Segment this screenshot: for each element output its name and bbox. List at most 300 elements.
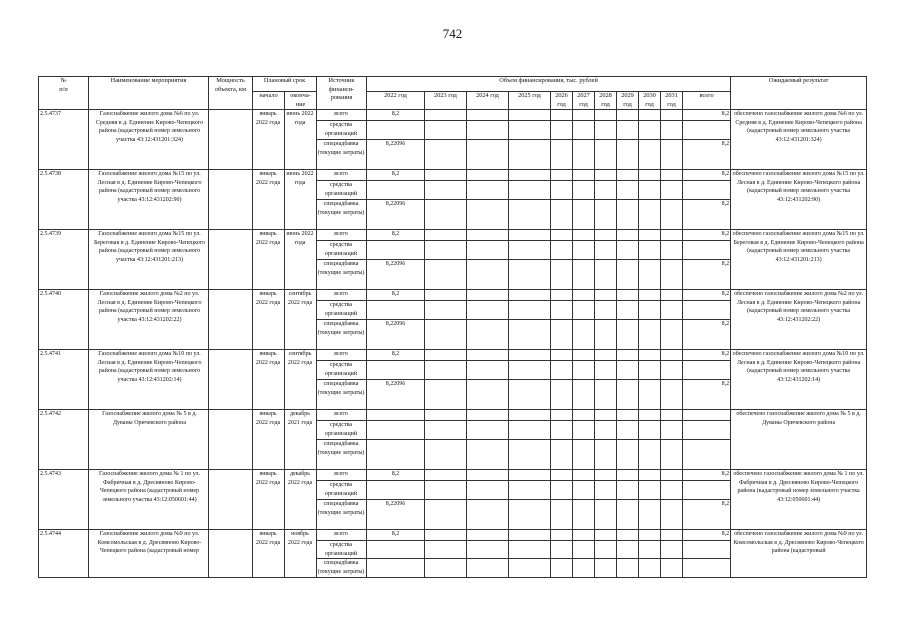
- value-empty: [425, 290, 467, 301]
- value-2022: 8,22096: [367, 320, 425, 350]
- measure-name: Газоснабжение жилого дома №15 по ул. Лесная в д. Единение Кирово-Чепецкого района (кадастровый номер земельного участка 43:12:431202:90): [89, 170, 209, 230]
- value-empty: [509, 440, 551, 470]
- value-empty: [467, 260, 509, 290]
- value-total: [683, 181, 731, 200]
- value-empty: [467, 410, 509, 421]
- value-empty: [551, 440, 573, 470]
- value-empty: [595, 301, 617, 320]
- period-start: январь 2022 года: [253, 110, 285, 170]
- period-end: июнь 2022 года: [285, 110, 317, 170]
- value-empty: [509, 421, 551, 440]
- value-empty: [467, 110, 509, 121]
- value-empty: [595, 241, 617, 260]
- financing-table-sheet: [38, 76, 866, 578]
- value-empty: [661, 260, 683, 290]
- value-2022: [367, 481, 425, 500]
- value-empty: [573, 500, 595, 530]
- value-empty: [467, 559, 509, 577]
- value-empty: [467, 500, 509, 530]
- value-empty: [551, 500, 573, 530]
- value-empty: [509, 241, 551, 260]
- value-empty: [573, 410, 595, 421]
- value-empty: [551, 380, 573, 410]
- value-empty: [467, 541, 509, 559]
- value-empty: [595, 470, 617, 481]
- value-empty: [425, 410, 467, 421]
- table-row: [39, 170, 867, 181]
- source-total: всего: [317, 350, 367, 361]
- source-org: средства организаций: [317, 241, 367, 260]
- value-empty: [617, 361, 639, 380]
- value-empty: [661, 170, 683, 181]
- value-empty: [467, 170, 509, 181]
- value-empty: [617, 140, 639, 170]
- value-empty: [509, 170, 551, 181]
- value-empty: [661, 470, 683, 481]
- value-empty: [661, 301, 683, 320]
- value-empty: [617, 241, 639, 260]
- table-row: [39, 290, 867, 301]
- value-total: 8,2: [683, 200, 731, 230]
- value-empty: [425, 421, 467, 440]
- value-total: 8,2: [683, 260, 731, 290]
- source-special: спецнадбавка (текущие затраты): [317, 559, 367, 577]
- value-empty: [661, 410, 683, 421]
- value-empty: [467, 200, 509, 230]
- source-org: средства организаций: [317, 481, 367, 500]
- value-total: [683, 121, 731, 140]
- period-start: январь 2022 года: [253, 470, 285, 530]
- value-empty: [551, 170, 573, 181]
- value-2022: [367, 301, 425, 320]
- value-empty: [639, 110, 661, 121]
- value-empty: [617, 481, 639, 500]
- value-empty: [639, 320, 661, 350]
- period-end: декабрь 2022 года: [285, 470, 317, 530]
- header-period-start: начало: [253, 92, 285, 110]
- value-empty: [425, 320, 467, 350]
- value-total: 8,2: [683, 320, 731, 350]
- value-empty: [551, 230, 573, 241]
- source-total: всего: [317, 470, 367, 481]
- value-empty: [425, 380, 467, 410]
- value-empty: [639, 530, 661, 541]
- value-empty: [467, 440, 509, 470]
- header-year-2025: 2025 год: [509, 92, 551, 110]
- value-empty: [661, 481, 683, 500]
- value-empty: [573, 241, 595, 260]
- period-start: январь 2022 года: [253, 410, 285, 470]
- period-start: январь 2022 года: [253, 170, 285, 230]
- value-empty: [661, 500, 683, 530]
- header-source: Источник финанси- рования: [317, 77, 367, 110]
- source-total: всего: [317, 410, 367, 421]
- value-2022: 8,2: [367, 110, 425, 121]
- value-empty: [639, 559, 661, 577]
- value-empty: [573, 350, 595, 361]
- value-empty: [551, 481, 573, 500]
- value-empty: [639, 290, 661, 301]
- row-number: 2.5.4740: [39, 290, 89, 350]
- header-num: № п/п: [39, 77, 89, 110]
- value-empty: [509, 350, 551, 361]
- source-special: спецнадбавка (текущие затраты): [317, 260, 367, 290]
- source-special: спецнадбавка (текущие затраты): [317, 440, 367, 470]
- expected-result: обеспечено газоснабжение жилого дома №15 по ул. Береговая в д. Единение Кирово-Чепецкого района (кадастровый номер земельного участка 43:12:431201:213): [731, 230, 867, 290]
- value-empty: [551, 541, 573, 559]
- value-empty: [573, 530, 595, 541]
- value-empty: [617, 470, 639, 481]
- value-empty: [425, 470, 467, 481]
- value-empty: [467, 350, 509, 361]
- value-empty: [425, 440, 467, 470]
- value-empty: [551, 260, 573, 290]
- value-empty: [425, 481, 467, 500]
- row-number: 2.5.4739: [39, 230, 89, 290]
- value-empty: [509, 121, 551, 140]
- value-empty: [509, 530, 551, 541]
- source-special: спецнадбавка (текущие затраты): [317, 200, 367, 230]
- value-2022: [367, 181, 425, 200]
- period-start: январь 2022 года: [253, 350, 285, 410]
- value-empty: [639, 140, 661, 170]
- value-total: 8,2: [683, 230, 731, 241]
- value-empty: [639, 170, 661, 181]
- value-total: 8,2: [683, 110, 731, 121]
- value-empty: [509, 410, 551, 421]
- value-empty: [573, 559, 595, 577]
- value-empty: [661, 230, 683, 241]
- value-empty: [573, 470, 595, 481]
- page-number: 742: [442, 26, 463, 41]
- value-empty: [639, 200, 661, 230]
- value-empty: [595, 121, 617, 140]
- value-empty: [467, 140, 509, 170]
- value-empty: [639, 380, 661, 410]
- value-empty: [467, 241, 509, 260]
- value-empty: [617, 200, 639, 230]
- header-year-2027: 2027 год: [573, 92, 595, 110]
- value-empty: [509, 200, 551, 230]
- value-2022: 8,2: [367, 350, 425, 361]
- value-empty: [551, 320, 573, 350]
- value-2022: 8,22096: [367, 500, 425, 530]
- period-start: январь 2022 года: [253, 230, 285, 290]
- source-special: спецнадбавка (текущие затраты): [317, 140, 367, 170]
- value-empty: [425, 361, 467, 380]
- value-2022: 8,22096: [367, 140, 425, 170]
- value-empty: [551, 361, 573, 380]
- value-total: [683, 241, 731, 260]
- capacity-cell: [209, 350, 253, 410]
- value-empty: [595, 421, 617, 440]
- header-year-2030: 2030 год: [639, 92, 661, 110]
- table-row: [39, 530, 867, 541]
- value-empty: [595, 290, 617, 301]
- header-year-2028: 2028 год: [595, 92, 617, 110]
- value-empty: [573, 320, 595, 350]
- table-body: [39, 110, 867, 577]
- value-empty: [617, 170, 639, 181]
- value-empty: [595, 170, 617, 181]
- value-empty: [509, 559, 551, 577]
- header-result: Ожидаемый результат: [731, 77, 867, 110]
- header-year-2031: 2031 год: [661, 92, 683, 110]
- value-empty: [551, 350, 573, 361]
- value-empty: [617, 541, 639, 559]
- value-empty: [661, 421, 683, 440]
- value-empty: [639, 260, 661, 290]
- value-empty: [595, 181, 617, 200]
- value-empty: [425, 241, 467, 260]
- value-empty: [573, 170, 595, 181]
- value-total: 8,2: [683, 350, 731, 361]
- value-empty: [551, 559, 573, 577]
- header-year-2026: 2026 год: [551, 92, 573, 110]
- value-empty: [639, 500, 661, 530]
- value-empty: [509, 541, 551, 559]
- row-number: 2.5.4743: [39, 470, 89, 530]
- value-empty: [639, 481, 661, 500]
- row-number: 2.5.4737: [39, 110, 89, 170]
- value-empty: [617, 440, 639, 470]
- value-empty: [661, 320, 683, 350]
- value-empty: [661, 559, 683, 577]
- source-total: всего: [317, 170, 367, 181]
- value-empty: [595, 530, 617, 541]
- period-start: январь 2022 года: [253, 290, 285, 350]
- value-empty: [509, 380, 551, 410]
- source-org: средства организаций: [317, 181, 367, 200]
- capacity-cell: [209, 170, 253, 230]
- value-empty: [661, 290, 683, 301]
- value-empty: [595, 260, 617, 290]
- value-empty: [551, 200, 573, 230]
- value-empty: [573, 110, 595, 121]
- measure-name: Газоснабжение жилого дома №2 по ул. Лесная в д. Единение Кирово-Чепецкого района (кадастровый номер земельного участка 43:12:431202:22): [89, 290, 209, 350]
- value-empty: [509, 301, 551, 320]
- value-2022: 8,22096: [367, 380, 425, 410]
- capacity-cell: [209, 290, 253, 350]
- value-empty: [595, 481, 617, 500]
- row-number: 2.5.4738: [39, 170, 89, 230]
- value-2022: 8,2: [367, 470, 425, 481]
- source-org: средства организаций: [317, 301, 367, 320]
- value-empty: [595, 410, 617, 421]
- value-empty: [551, 410, 573, 421]
- value-2022: [367, 541, 425, 559]
- value-empty: [617, 559, 639, 577]
- value-empty: [425, 181, 467, 200]
- value-empty: [617, 260, 639, 290]
- period-end: июнь 2022 года: [285, 170, 317, 230]
- value-2022: [367, 440, 425, 470]
- value-empty: [467, 380, 509, 410]
- value-2022: 8,2: [367, 170, 425, 181]
- value-empty: [639, 440, 661, 470]
- value-empty: [595, 361, 617, 380]
- value-empty: [573, 481, 595, 500]
- period-end: декабрь 2021 года: [285, 410, 317, 470]
- value-empty: [467, 421, 509, 440]
- value-empty: [509, 361, 551, 380]
- value-empty: [595, 140, 617, 170]
- value-empty: [573, 121, 595, 140]
- value-empty: [551, 140, 573, 170]
- source-special: спецнадбавка (текущие затраты): [317, 380, 367, 410]
- value-empty: [425, 541, 467, 559]
- capacity-cell: [209, 410, 253, 470]
- value-empty: [595, 380, 617, 410]
- value-empty: [425, 140, 467, 170]
- value-empty: [595, 200, 617, 230]
- table-row: [39, 110, 867, 121]
- measure-name: Газоснабжение жилого дома №9 по ул. Комсомольская в д. Дресвяново Кирово-Чепецкого района (кадастровый номер: [89, 530, 209, 577]
- value-empty: [467, 481, 509, 500]
- value-empty: [661, 200, 683, 230]
- value-empty: [467, 470, 509, 481]
- header-funding: Объем финансирования, тыс. рублей: [367, 77, 731, 92]
- source-total: всего: [317, 290, 367, 301]
- value-empty: [573, 140, 595, 170]
- value-empty: [639, 181, 661, 200]
- value-empty: [425, 350, 467, 361]
- value-empty: [639, 410, 661, 421]
- value-total: [683, 421, 731, 440]
- value-empty: [661, 140, 683, 170]
- value-2022: 8,2: [367, 290, 425, 301]
- header-year-2029: 2029 год: [617, 92, 639, 110]
- measure-name: Газоснабжение жилого дома №6 по ул. Средняя в д. Единение Кирово-Чепецкого района (кадастровый номер земельного участка 43:12:431201:324): [89, 110, 209, 170]
- source-org: средства организаций: [317, 541, 367, 559]
- header-total: всего: [683, 92, 731, 110]
- value-empty: [661, 241, 683, 260]
- value-empty: [617, 230, 639, 241]
- header-period-end: оконча- ние: [285, 92, 317, 110]
- value-empty: [551, 530, 573, 541]
- value-2022: 8,22096: [367, 260, 425, 290]
- value-empty: [551, 121, 573, 140]
- value-total: 8,2: [683, 500, 731, 530]
- value-empty: [425, 500, 467, 530]
- value-empty: [617, 380, 639, 410]
- table-row: [39, 410, 867, 421]
- value-empty: [639, 421, 661, 440]
- value-empty: [425, 110, 467, 121]
- value-empty: [467, 230, 509, 241]
- value-empty: [617, 121, 639, 140]
- value-total: 8,2: [683, 290, 731, 301]
- expected-result: обеспечено газоснабжение жилого дома № 5 в д. Дуваны Оричевского района: [731, 410, 867, 470]
- value-empty: [617, 410, 639, 421]
- value-empty: [617, 421, 639, 440]
- period-end: сентябрь 2022 года: [285, 350, 317, 410]
- value-empty: [639, 470, 661, 481]
- table-row: [39, 350, 867, 361]
- value-empty: [467, 301, 509, 320]
- value-empty: [617, 350, 639, 361]
- value-empty: [639, 350, 661, 361]
- value-empty: [509, 140, 551, 170]
- value-empty: [573, 361, 595, 380]
- source-org: средства организаций: [317, 121, 367, 140]
- value-total: [683, 361, 731, 380]
- header-name: Наименование мероприятия: [89, 77, 209, 110]
- header-year-2022: 2022 год: [367, 92, 425, 110]
- table-row: [39, 470, 867, 481]
- source-total: всего: [317, 230, 367, 241]
- value-empty: [551, 421, 573, 440]
- source-total: всего: [317, 530, 367, 541]
- source-special: спецнадбавка (текущие затраты): [317, 320, 367, 350]
- value-total: [683, 440, 731, 470]
- expected-result: обеспечено газоснабжение жилого дома №10 по ул. Лесная в д. Единение Кирово-Чепецкого района (кадастровый номер земельного участка 43:12:431202:14): [731, 350, 867, 410]
- expected-result: обеспечено газоснабжение жилого дома №2 по ул. Лесная в д. Единение Кирово-Чепецкого района (кадастровый номер земельного участка 43:12:431202:22): [731, 290, 867, 350]
- value-empty: [467, 290, 509, 301]
- value-2022: 8,22096: [367, 200, 425, 230]
- value-total: 8,2: [683, 170, 731, 181]
- value-empty: [639, 301, 661, 320]
- value-empty: [509, 320, 551, 350]
- value-empty: [573, 380, 595, 410]
- value-total: [683, 541, 731, 559]
- value-empty: [573, 200, 595, 230]
- value-empty: [509, 481, 551, 500]
- value-empty: [617, 110, 639, 121]
- value-empty: [573, 181, 595, 200]
- value-empty: [551, 241, 573, 260]
- value-total: [683, 481, 731, 500]
- value-empty: [425, 230, 467, 241]
- header-year-2024: 2024 год: [467, 92, 509, 110]
- capacity-cell: [209, 110, 253, 170]
- value-empty: [639, 241, 661, 260]
- capacity-cell: [209, 470, 253, 530]
- value-empty: [661, 350, 683, 361]
- value-empty: [467, 181, 509, 200]
- value-empty: [425, 530, 467, 541]
- value-2022: 8,2: [367, 230, 425, 241]
- measure-name: Газоснабжение жилого дома №15 по ул. Береговая в д. Единение Кирово-Чепецкого района (кадастровый номер земельного участка 43:12:431201:213): [89, 230, 209, 290]
- value-empty: [661, 110, 683, 121]
- value-empty: [595, 500, 617, 530]
- value-empty: [509, 110, 551, 121]
- value-empty: [661, 530, 683, 541]
- source-org: средства организаций: [317, 361, 367, 380]
- value-empty: [617, 181, 639, 200]
- value-empty: [509, 230, 551, 241]
- value-total: [683, 301, 731, 320]
- value-empty: [595, 350, 617, 361]
- value-empty: [617, 320, 639, 350]
- value-empty: [617, 530, 639, 541]
- value-empty: [573, 230, 595, 241]
- value-2022: [367, 559, 425, 577]
- source-org: средства организаций: [317, 421, 367, 440]
- capacity-cell: [209, 230, 253, 290]
- row-number: 2.5.4741: [39, 350, 89, 410]
- value-empty: [661, 440, 683, 470]
- value-empty: [551, 110, 573, 121]
- value-total: 8,2: [683, 380, 731, 410]
- value-empty: [573, 421, 595, 440]
- value-empty: [595, 559, 617, 577]
- value-2022: [367, 121, 425, 140]
- expected-result: обеспечено газоснабжение жилого дома №9 по ул. Комсомольская в д. Дресвяново Кирово-Чепецкого района (кадастровый: [731, 530, 867, 577]
- measure-name: Газоснабжение жилого дома №10 по ул. Лесная в д. Единение Кирово-Чепецкого района (кадастровый номер земельного участка 43:12:431202:14): [89, 350, 209, 410]
- value-empty: [661, 541, 683, 559]
- measure-name: Газоснабжение жилого дома № 5 в д. Дуваны Оричевского района: [89, 410, 209, 470]
